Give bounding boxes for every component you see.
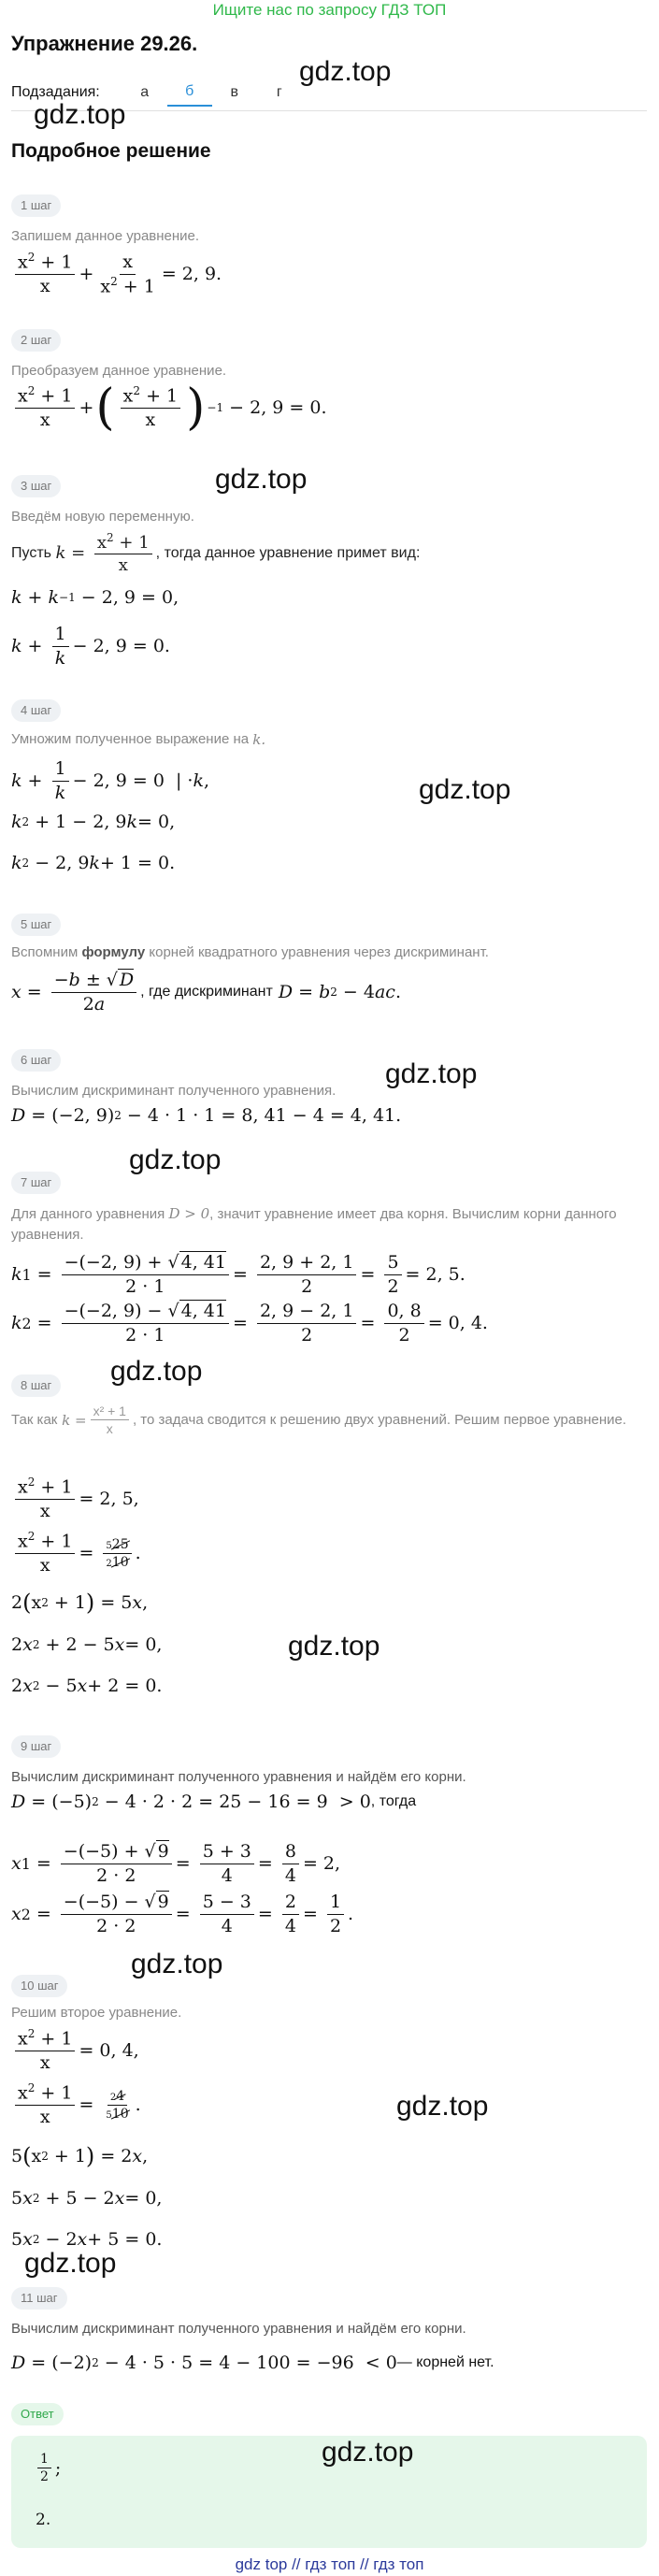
formula: D = (−2, 9) 2 − 4 · 1 · 1 = 8, 41 − 4 = 4, 41. <box>11 1105 402 1126</box>
watermark: gdz.top <box>215 464 308 495</box>
step-text: Преобразуем данное уравнение. <box>11 363 227 379</box>
watermark: gdz.top <box>385 1058 478 1089</box>
watermark: gdz.top <box>299 56 392 87</box>
watermark: gdz.top <box>419 774 511 805</box>
subtasks-label: Подзадания: <box>11 84 100 100</box>
answer-second: 2. <box>36 2511 51 2529</box>
promo-banner[interactable]: Ищите нас по запросу ГДЗ ТОП <box>212 1 447 19</box>
substitution-tail: , тогда данное уравнение примет вид: <box>155 545 421 562</box>
watermark: gdz.top <box>34 99 126 130</box>
step-badge: 9 шаг <box>11 1735 61 1758</box>
step-badge: 11 шаг <box>11 2287 67 2310</box>
watermark: gdz.top <box>396 2091 489 2122</box>
formula: k + 1 k − 2, 9 = 0. <box>11 624 170 669</box>
watermark: gdz.top <box>24 2248 117 2279</box>
step-text: Вычислим дискриминант полученного уравнения и найдём его корни. <box>11 2321 466 2337</box>
step-text: Для данного уравнения <box>11 1206 165 1222</box>
formula: $x^2 + 1$ x = 0, 4, <box>11 2027 139 2075</box>
formula: k 2 = −(−2, 9) − √ 4, 41 2 · 1 = 2, 9 − 2, 1 2 = 0, 8 2 = 0, 4. <box>11 1301 488 1346</box>
formula: x = −b ± √ D 2a , где дискриминант D = b 2 − 4 ac . <box>11 970 401 1015</box>
formula: k + 1 k − 2, 9 = 0 | · k , <box>11 758 210 803</box>
step-text: Вычислим дискриминант полученного уравнения и найдём его корни. <box>11 1769 466 1785</box>
formula: $x^2 + 1$ x = 24 510 . <box>11 2081 141 2129</box>
formula: x 2 = −(−5) − √ 9 2 · 2 = 5 − 3 4 = 2 4 = 1 2 . <box>11 1892 354 1936</box>
watermark: gdz.top <box>288 1631 380 1662</box>
step-text: Так как <box>11 1411 58 1428</box>
formula: 2 ( x 2 + 1 ) = 5 x , <box>11 1590 149 1616</box>
step-badge: 6 шаг <box>11 1049 61 1072</box>
tab-b[interactable]: б <box>167 79 212 107</box>
step-badge: 5 шаг <box>11 914 61 936</box>
step-text: Вычислим дискриминант полученного уравнения. <box>11 1083 337 1099</box>
formula: $x^2 + 1$ x + ( $x^2 + 1$ x ) −1 − 2, 9 = 0. <box>11 383 327 432</box>
solution-heading: Подробное решение <box>11 140 211 162</box>
step-badge: 2 шаг <box>11 329 61 352</box>
substitution-line: Пусть k = $x^2 + 1$ x , тогда данное уравнение примет вид: <box>11 531 421 576</box>
tab-v[interactable]: в <box>230 84 238 100</box>
step-text: , значит уравнение имеет два корня. Вычислим корни данного уравнения. <box>11 1206 617 1243</box>
step-text-line: Умножим полученное выражение на k. <box>11 731 266 748</box>
step-badge: 3 шаг <box>11 475 61 497</box>
formula: 2 x 2 − 5 x + 2 = 0. <box>11 1676 163 1696</box>
watermark: gdz.top <box>131 1949 223 1979</box>
formula-link[interactable]: формулу <box>81 944 146 960</box>
formula: $x^2 + 1$ x + x $x^2 + 1$ = 2, 9. <box>11 251 222 298</box>
step-badge: 7 шаг <box>11 1172 61 1194</box>
tab-a[interactable]: а <box>140 84 150 100</box>
answer-first: 1 2 ; <box>34 2451 61 2485</box>
step-text: Умножим полученное выражение на <box>11 731 250 747</box>
step-text-block: Так как k = $\frac{\text{x² + 1}}{x}$ , то задача сводится к решению двух уравнений. Решим первое уравнение. <box>11 1403 627 1437</box>
step-text: Решим второе уравнение. <box>11 2005 182 2021</box>
formula: x 1 = −(−5) + √ 9 2 · 2 = 5 + 3 4 = 8 4 = 2, <box>11 1841 341 1886</box>
no-roots-text: — корней нет. <box>396 2354 494 2370</box>
formula: D = (−2) 2 − 4 · 5 · 5 = 4 − 100 = −96 < 0 — корней нет. <box>11 2353 494 2373</box>
formula: 5 ( x 2 + 1 ) = 2 x , <box>11 2143 149 2169</box>
formula: 2 x 2 + 2 − 5 x = 0, <box>11 1634 163 1655</box>
formula: $x^2 + 1$ x = 2, 5, <box>11 1475 139 1523</box>
formula: k 2 − 2, 9 k + 1 = 0. <box>11 853 176 873</box>
footer-links[interactable]: gdz top // гдз топ // гдз топ <box>235 2555 424 2573</box>
formula: 5 x 2 + 5 − 2 x = 0, <box>11 2188 163 2209</box>
formula: k 2 + 1 − 2, 9 k = 0, <box>11 812 176 832</box>
step-badge: 8 шаг <box>11 1374 61 1397</box>
step-text: , то задача сводится к решению двух уравнений. Решим первое уравнение. <box>132 1411 627 1428</box>
formula: k + k −1 − 2, 9 = 0, <box>11 587 179 608</box>
substitution-intro: Пусть <box>11 545 51 562</box>
formula: D = (−5) 2 − 4 · 2 · 2 = 25 − 16 = 9 > 0 , тогда <box>11 1792 417 1812</box>
answer-badge: Ответ <box>11 2403 64 2425</box>
step-text-line <box>11 943 647 963</box>
step-badge: 10 шаг <box>11 1975 67 1997</box>
formula: 5 x 2 − 2 x + 5 = 0. <box>11 2229 163 2250</box>
tab-g[interactable]: г <box>276 84 282 100</box>
step-badge: 4 шаг <box>11 699 61 722</box>
formula: $x^2 + 1$ x = 525 210 . <box>11 1530 141 1577</box>
then-text: , тогда <box>370 1793 417 1809</box>
watermark: gdz.top <box>322 2437 414 2468</box>
formula: k 1 = −(−2, 9) + √ 4, 41 2 · 1 = 2, 9 + 2, 1 2 = 5 2 = 2, 5. <box>11 1252 466 1297</box>
step-text: Вспомним <box>11 944 79 960</box>
step-text-block: Для данного уравнения D > 0, значит уравнение имеет два корня. Вычислим корни данного уравнения. <box>11 1205 617 1243</box>
discriminant-where: , где дискриминант <box>140 984 273 1000</box>
watermark: gdz.top <box>129 1144 222 1175</box>
watermark: gdz.top <box>110 1356 203 1387</box>
page-title: Упражнение 29.26. <box>11 32 198 55</box>
step-text: Запишем данное уравнение. <box>11 228 200 244</box>
step-text: корней квадратного уравнения через дискриминант. <box>149 944 489 960</box>
step-badge: 1 шаг <box>11 194 61 217</box>
step-text: Введём новую переменную. <box>11 509 194 525</box>
